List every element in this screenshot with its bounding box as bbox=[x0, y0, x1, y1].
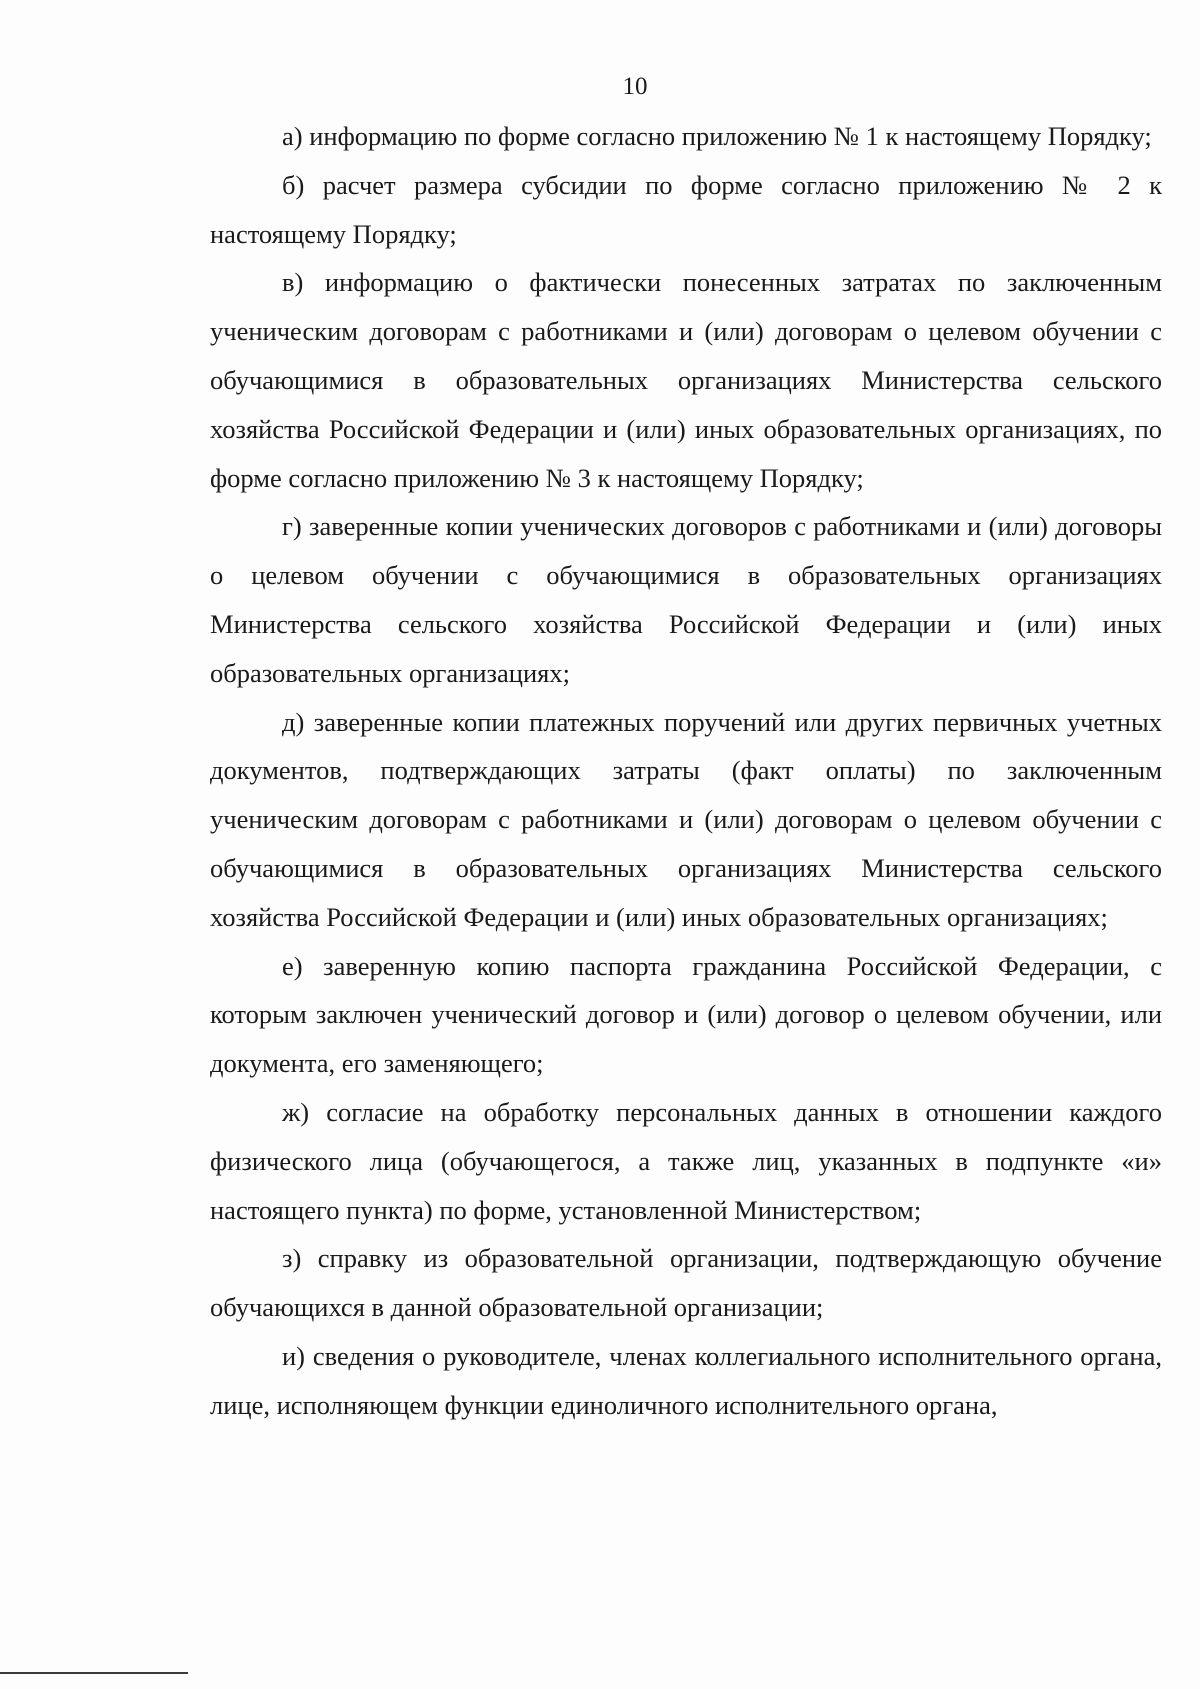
footnote-rule bbox=[0, 1672, 188, 1674]
paragraph-z: з) справку из образовательной организации, подтверждающую обучение обучающихся в данной образовательной организации; bbox=[210, 1243, 1162, 1323]
paragraph-g: г) заверенные копии ученических договоров с работниками и (или) договоры о целевом обучении с обучающимися в образовательных организациях Министерства сельского хозяйства Российской Федерации и (или) иных образовательных организациях; bbox=[210, 511, 1162, 688]
paragraph-v: в) информацию о фактически понесенных затратах по заключенным ученическим договорам с работниками и (или) договорам о целевом обучении с обучающимися в образовательных организациях Министерства сельского хозяйства Российской Федерации и (или) иных образовательных организациях, по форме согласно приложению № 3 к настоящему Порядку; bbox=[210, 267, 1162, 493]
paragraph-d: д) заверенные копии платежных поручений или других первичных учетных документов, подтверждающих затраты (факт оплаты) по заключенным ученическим договорам с работниками и (или) договорам о целевом обучении с обучающимися в образовательных организациях Министерства сельского хозяйства Российской Федерации и (или) иных образовательных организациях; bbox=[210, 706, 1162, 932]
paragraph-e: е) заверенную копию паспорта гражданина Российской Федерации, с которым заключен ученический договор и (или) договор о целевом обучении, или документа, его заменяющего; bbox=[210, 950, 1162, 1079]
page-number: 10 bbox=[622, 73, 648, 100]
paragraph-zh: ж) согласие на обработку персональных данных в отношении каждого физического лица (обучающегося, а также лиц, указанных в подпункте «и» настоящего пункта) по форме, установленной Министерством; bbox=[210, 1096, 1162, 1225]
paragraph-i: и) сведения о руководителе, членах коллегиального исполнительного органа, лице, исполняющем функции единоличного исполнительного органа, bbox=[210, 1340, 1162, 1420]
paragraph-b: б) расчет размера субсидии по форме согласно приложению № 2 к настоящему Порядку; bbox=[210, 169, 1162, 249]
paragraph-a: а) информацию по форме согласно приложению № 1 к настоящему Порядку; bbox=[282, 121, 1152, 151]
document-body bbox=[210, 112, 1162, 1430]
